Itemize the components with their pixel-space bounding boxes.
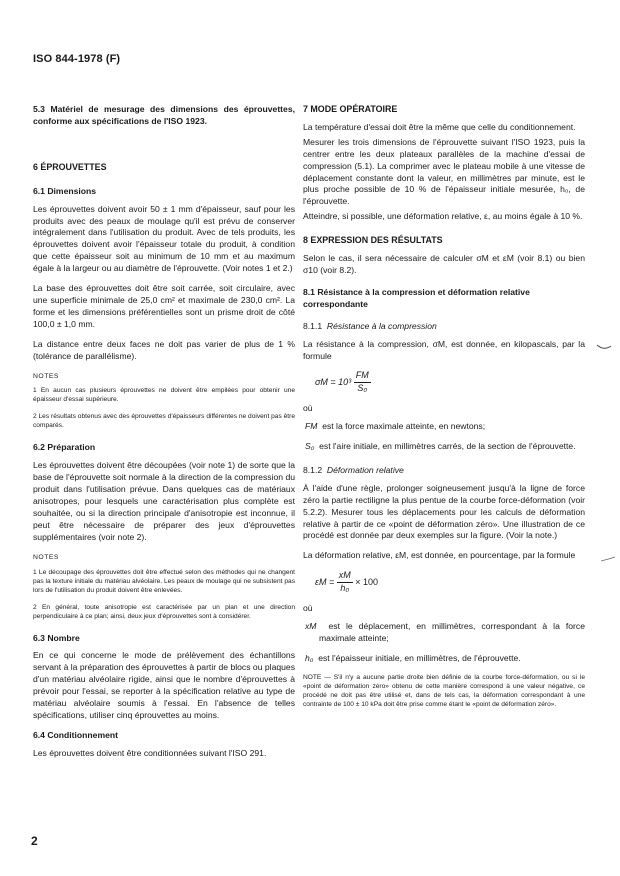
margin-mark-1 — [596, 343, 612, 351]
formula-1-fraction — [354, 370, 371, 395]
section-6-1-paragraph-2: La base des éprouvettes doit être soit carrée, soit circulaire, avec une superficie minimale de 25,0 cm² et maximale de 230,0 cm². La forme et les dimensions préférentielles sont un prisme droit de côté 100,0 ± 1,0 mm. — [33, 283, 295, 329]
section-8-1-1-paragraph: La résistance à la compression, σM, est donnée, en kilopascals, par la formule — [303, 338, 585, 361]
section-8-paragraph: Selon le cas, il sera nécessaire de calculer σM et εM (voir 8.1) ou bien σ10 (voir 8.2). — [303, 253, 585, 275]
section-7-heading: 7 MODE OPÉRATOIRE — [303, 104, 398, 114]
formula-2-numerator: xM — [337, 570, 353, 583]
page-number: 2 — [31, 834, 38, 848]
section-8-1-1-number: 8.1.1 — [303, 320, 323, 331]
formula-2-fraction — [337, 570, 353, 595]
section-7-paragraph-1: La température d'essai doit être la même que celle du conditionnement. — [303, 121, 576, 132]
section-6-3-heading: 6.3 Nombre — [33, 632, 80, 643]
definition-h0-text: est l'épaisseur initiale, en millimètres, de l'éprouvette. — [318, 652, 521, 663]
left-column — [33, 104, 295, 768]
margin-mark-2 — [600, 556, 616, 564]
section-8-note: NOTE — S'il n'y a aucune partie droite bien définie de la courbe force-déformation, ou si le «point de déformation zéro» obtenu de cette manière correspond à une valeur négative, ce procédé ne doit pas être utilisé et, dans de tels cas, la déformation correspondant à une contrainte de 100 ± 10 kPa doit être prise comme étant le «point de déformation zéro». — [303, 673, 585, 708]
section-8-1-heading: 8.1 Résistance à la compression et déformation relative correspondante — [303, 286, 530, 309]
formula-1-denominator: S₀ — [357, 383, 368, 394]
note-1: 1 En aucun cas plusieurs éprouvettes ne doivent être empilées pour obtenir une épaisseur d'essai supérieure. — [33, 387, 295, 404]
section-7-paragraph-3: Atteindre, si possible, une déformation relative, ε, au moins égale à 10 %. — [303, 211, 583, 222]
formula-epsilon-m — [303, 570, 585, 595]
where-label-2: où — [303, 603, 313, 614]
section-6-1-heading: 6.1 Dimensions — [33, 185, 97, 196]
definition-xm — [303, 621, 585, 645]
definition-xm-text: est le déplacement, en millimètres, correspondant à la force maximale atteinte; — [319, 621, 586, 643]
section-6-4-paragraph: Les éprouvettes doivent être conditionnées suivant l'ISO 291. — [33, 747, 267, 758]
notes-title-2: NOTES — [33, 553, 59, 561]
notes-title: NOTES — [33, 372, 59, 380]
section-8-1-2-heading — [303, 465, 585, 477]
definition-fm-symbol: FM — [305, 421, 318, 432]
section-5-3: 5.3 Matériel de mesurage des dimensions des éprouvettes, conforme aux spécifications de l'ISO 1923. — [33, 104, 295, 126]
section-8-1-1-heading — [303, 321, 585, 333]
formula-2-lhs: εM = — [315, 577, 335, 588]
section-8-1-2-title: Déformation relative — [326, 464, 404, 475]
definition-s0-text: est l'aire initiale, en millimètres carrés, de la section de l'éprouvette. — [319, 441, 576, 452]
section-6-1-paragraph-3: La distance entre deux faces ne doit pas varier de plus de 1 % (tolérance de parallélisme). — [33, 338, 295, 361]
section-8-1-1-title: Résistance à la compression — [326, 320, 437, 331]
definition-s0-symbol: S₀ — [305, 441, 315, 452]
definition-fm-text: est la force maximale atteinte, en newtons; — [322, 421, 486, 432]
definition-fm — [303, 421, 585, 433]
section-6-2-paragraph: Les éprouvettes doivent être découpées (voir note 1) de sorte que la base de l'éprouvette soit normale à la direction de la compression du produit dans l'utilisation prévue. Dans quelques cas de matériaux anisotropes, pour lesquels une caractérisation plus complète est souhaitée, ou si la direction principale d'anisotropie est inconnue, il peut être nécessaire de préparer des jeux d'éprouvettes supplémentaires (voir note 2). — [33, 460, 295, 542]
section-6-3-paragraph: En ce qui concerne le mode de prélèvement des échantillons servant à la préparation des éprouvettes à partir de blocs ou plaques d'un matériau alvéolaire rigide, ainsi que le nombre d'éprouvettes à prévoir pour l'essai, se reporter à la spécification relative au type de matériau alvéolaire soumis à l'essai. En l'absence de telles spécifications, utiliser cinq éprouvettes au moins. — [33, 650, 295, 720]
document-header: ISO 844-1978 (F) — [33, 53, 121, 65]
section-6-heading: 6 ÉPROUVETTES — [33, 161, 107, 172]
section-6-4-heading: 6.4 Conditionnement — [33, 729, 118, 740]
section-7-paragraph-2: Mesurer les trois dimensions de l'éprouvette suivant l'ISO 1923, puis la centrer entre les deux plateaux parallèles de la machine d'essai de compression (5.1). La comprimer avec le plateau mobile à une vitesse de déplacement constante dont la valeur, en millimètres par minute, est le plus proche possible de 10 % de l'épaisseur initiale mesurée, h₀, de l'éprouvette. — [303, 136, 585, 207]
definition-xm-symbol: xM — [305, 621, 317, 631]
formula-2-denominator: h₀ — [340, 583, 350, 594]
formula-1-numerator: FM — [354, 370, 371, 383]
section-8-1-2-paragraph-1: À l'aide d'une règle, prolonger soigneusement jusqu'à la ligne de force zéro la partie rectiligne la plus pentue de la courbe force-déformation (voir 5.2.2). Mesurer tous les déplacements pour les calculs de déformation relative à partir de ce «point de déformation zéro». Une illustration de ce procédé est donnée par deux exemples sur la figure. (Voir la note.) — [303, 482, 585, 541]
right-column — [303, 104, 585, 717]
note-4: 2 En général, toute anisotropie est caractérisée par un plan et une direction perpendiculaire à ce plan; ainsi, deux jeux d'éprouvettes sont à considérer. — [33, 603, 295, 620]
section-8-heading: 8 EXPRESSION DES RÉSULTATS — [303, 235, 443, 246]
section-6-1-paragraph-1: Les éprouvettes doivent avoir 50 ± 1 mm d'épaisseur, sauf pour les produits avec des peaux de moulage qu'il est prévu de conserver intégralement dans l'utilisation du produit. Avec de tels produits, les éprouvettes doivent avoir l'épaisseur totale du produit, à condition que cette épaisseur soit au minimum de 10 mm et au maximum égale à la largeur ou au diamètre de l'éprouvette. (Voir notes 1 et 2.) — [33, 203, 295, 274]
formula-sigma-m — [303, 370, 585, 395]
section-8-1-2-paragraph-2: La déformation relative, εM, est donnée, en pourcentage, par la formule — [303, 550, 576, 561]
note-3: 1 Le découpage des éprouvettes doit être effectué selon des méthodes qui ne changent pas la texture initiale du matériau alvéolaire. Les peaux de moulage qui ne subsistent pas lors de l'utilisation du produit doivent être enlevées. — [33, 568, 295, 594]
definition-h0 — [303, 653, 585, 665]
note-2: 2 Les résultats obtenus avec des éprouvettes d'épaisseurs différentes ne doivent pas être comparés. — [33, 413, 295, 430]
formula-2-rhs: × 100 — [355, 577, 379, 588]
definition-h0-symbol: h₀ — [305, 652, 314, 663]
section-6-2-heading: 6.2 Préparation — [33, 442, 96, 453]
formula-1-lhs: σM = 10³ — [315, 377, 352, 388]
where-label-1: où — [303, 403, 313, 414]
section-8-1-2-number: 8.1.2 — [303, 464, 323, 475]
definition-s0 — [303, 441, 585, 453]
